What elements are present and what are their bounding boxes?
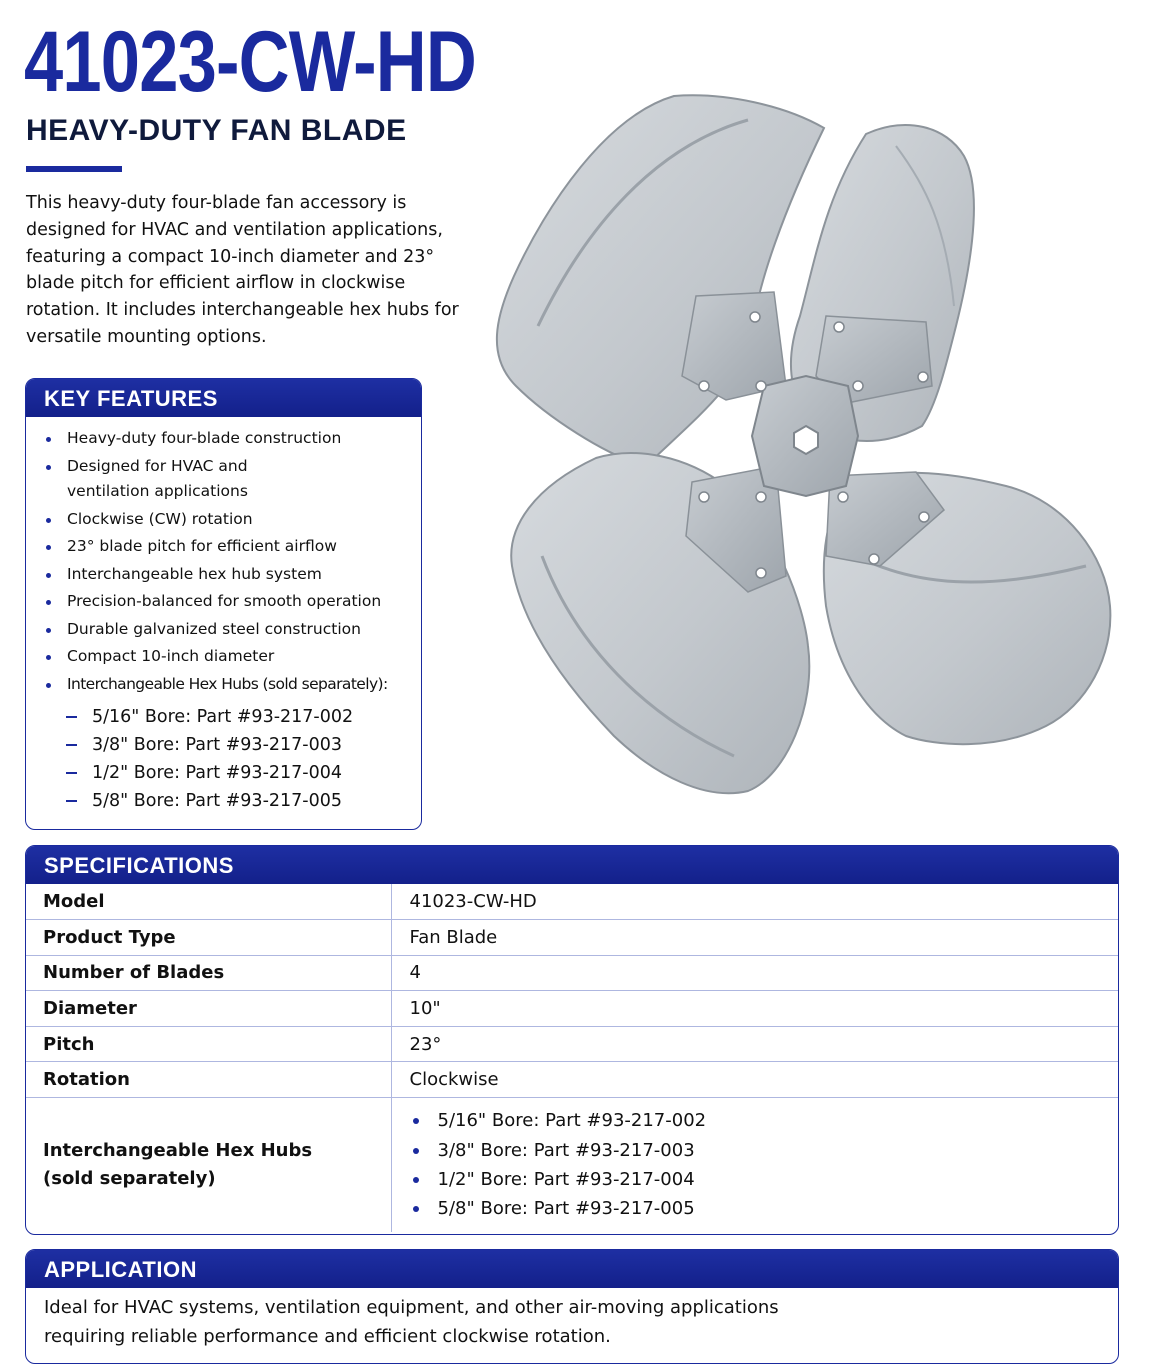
hex-bore (794, 426, 818, 454)
spec-label: Number of Blades (26, 955, 391, 991)
bullet-icon (413, 1177, 419, 1183)
spec-label: Product Type (26, 920, 391, 956)
table-row (26, 884, 1118, 920)
bullet-icon (46, 683, 51, 688)
dash-icon (66, 800, 77, 802)
bullet-icon (46, 545, 51, 550)
table-row (26, 1098, 1118, 1232)
fan-blade-image (486, 86, 1126, 806)
bullet-icon (46, 573, 51, 578)
table-row (26, 955, 1118, 991)
spec-label (26, 1098, 391, 1232)
list-item: Durable galvanized steel construction (44, 617, 421, 643)
specifications-heading: SPECIFICATIONS (26, 846, 1118, 884)
bullet-icon (413, 1118, 419, 1124)
list-item: 23° blade pitch for efficient airflow (44, 534, 421, 560)
key-features-heading: KEY FEATURES (26, 379, 421, 417)
application-heading: APPLICATION (26, 1250, 1118, 1288)
spec-table (26, 884, 1118, 1232)
table-row (26, 991, 1118, 1027)
hubs-label-line1: Interchangeable Hex Hubs (43, 1139, 313, 1161)
bullet-icon (46, 518, 51, 523)
hub-list-item: 5/8" Bore: Part #93-217-005 (410, 1194, 1119, 1223)
hub-list-item: 5/16" Bore: Part #93-217-002 (64, 703, 421, 731)
spec-value: Fan Blade (391, 920, 1118, 956)
accent-rule (26, 166, 122, 172)
list-item: Precision-balanced for smooth operation (44, 589, 421, 615)
spec-label: Rotation (26, 1062, 391, 1098)
bullet-icon (46, 628, 51, 633)
specifications-panel (25, 845, 1119, 1235)
hub-list (392, 1100, 1119, 1229)
bullet-icon (46, 655, 51, 660)
table-row (26, 1062, 1118, 1098)
spec-label: Model (26, 884, 391, 920)
hubs-label-line2: (sold separately) (43, 1167, 216, 1189)
bullet-icon (46, 465, 51, 470)
spec-label: Diameter (26, 991, 391, 1027)
table-row (26, 1026, 1118, 1062)
dash-icon (66, 716, 77, 718)
product-model-title: 41023-CW-HD (24, 14, 476, 110)
spec-value: Clockwise (391, 1062, 1118, 1098)
spec-value: 41023-CW-HD (391, 884, 1118, 920)
bullet-icon (413, 1148, 419, 1154)
spec-value: 4 (391, 955, 1118, 991)
hub-sub-list (26, 699, 421, 815)
hub-list-item: 1/2" Bore: Part #93-217-004 (64, 759, 421, 787)
spec-label: Pitch (26, 1026, 391, 1062)
application-panel (25, 1249, 1119, 1364)
list-item: Interchangeable Hex Hubs (sold separately): (44, 672, 421, 698)
list-item: Designed for HVAC and ventilation applications (44, 454, 421, 505)
table-row (26, 920, 1118, 956)
hub-list-item: 5/8" Bore: Part #93-217-005 (64, 787, 421, 815)
bullet-icon (413, 1206, 419, 1212)
hub-list-item: 3/8" Bore: Part #93-217-003 (410, 1136, 1119, 1165)
product-subtitle: HEAVY-DUTY FAN BLADE (26, 114, 407, 147)
hub-list-item: 5/16" Bore: Part #93-217-002 (410, 1106, 1119, 1135)
hub-list-item: 1/2" Bore: Part #93-217-004 (410, 1165, 1119, 1194)
list-item: Clockwise (CW) rotation (44, 507, 421, 533)
bullet-icon (46, 437, 51, 442)
list-item: Interchangeable hex hub system (44, 562, 421, 588)
hub-list-item: 3/8" Bore: Part #93-217-003 (64, 731, 421, 759)
spec-value: 10" (391, 991, 1118, 1027)
dash-icon (66, 772, 77, 774)
list-item: Compact 10-inch diameter (44, 644, 421, 670)
bullet-icon (46, 600, 51, 605)
four-blade-fan-illustration (486, 86, 1126, 806)
feature-list (26, 417, 421, 697)
list-item: Heavy-duty four-blade construction (44, 426, 421, 452)
spec-value: 23° (391, 1026, 1118, 1062)
intro-paragraph: This heavy-duty four-blade fan accessory is designed for HVAC and ventilation applications, featuring a compact 10-inch diameter and 23° blade pitch for efficient airflow in clockwise rotation. It includes interchangeable hex hubs for versatile mounting options. (26, 193, 459, 347)
key-features-panel (25, 378, 422, 830)
spec-value (391, 1098, 1118, 1232)
dash-icon (66, 744, 77, 746)
application-text: Ideal for HVAC systems, ventilation equipment, and other air-moving applications requiring reliable performance and efficient clockwise rotation. (44, 1297, 779, 1347)
